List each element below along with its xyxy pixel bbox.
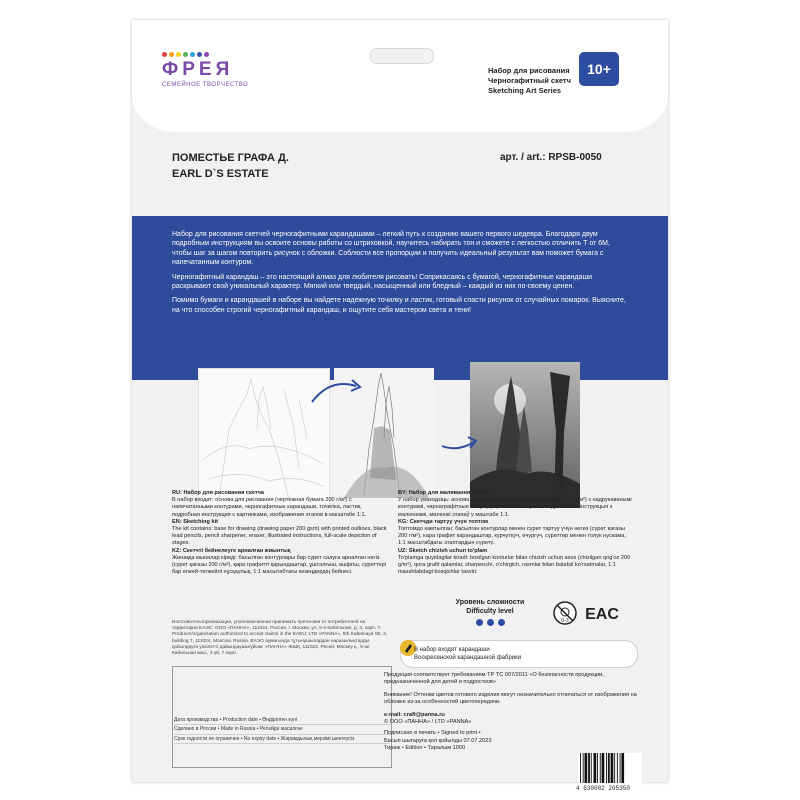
difficulty-label-en: Difficulty level bbox=[466, 608, 514, 615]
difficulty-level bbox=[450, 598, 530, 626]
lang-body-kg: Топтомдо камтылган: басылган контурлар менен сүрөт тартуу үчүн негиз (сүрөт кагазы 200 г/м²), кара графит карандаштар, курчуткуч, өчүргүч, сүрөттөр менен толук нускама, 1:1 масштабдагы этаптардын сүрөтү. bbox=[398, 526, 626, 547]
certification-marks bbox=[552, 600, 618, 626]
barcode-bar bbox=[585, 753, 588, 783]
edition: Тираж • Edition • Таралым 1000 bbox=[384, 745, 466, 752]
logo-dot bbox=[197, 52, 202, 57]
barcode-bar bbox=[591, 753, 592, 783]
lang-heading-kg: KG: Скетчди тартуу үчүн топтом bbox=[398, 518, 489, 525]
barcode-bar bbox=[594, 753, 597, 783]
barcode-bar bbox=[606, 753, 607, 783]
barcode-bar bbox=[588, 753, 590, 783]
age-badge: 10+ bbox=[579, 52, 619, 86]
description-paragraph: Набор для рисования скетчей черногафитными карандашами – легкий путь к созданию вашего первого шедевра. Благодаря двум подробным инструкциям вы освоите основы работы со штриховкой, научитесь набирать тон и сможете с легкостью отличить Т от 6М, чтобы шаг за шагом повторить рисунок с обложки. Соблюсти все пропорции и получить идеальный результат вам поможет бумага с напечатанным контуром. bbox=[172, 231, 610, 267]
description-paragraph: Помимо бумаги и карандашей в наборе вы найдете надежную точилку и ластик, готовый спасти рисунок от случайных помарок. Выясните, на что способен строгий черногафитный карандаш, и ощутите себя мастером света и тени! bbox=[172, 297, 626, 314]
production-date: Дата производства • Production date • Өндірілген күні bbox=[174, 716, 390, 725]
series-line-2: Черногафитный скетч bbox=[488, 76, 571, 85]
color-warning: Внимание! Оттенки цветов готового изделия могут незначительно отличаться от изображения на обложке из-за особенностей цветопередачи. bbox=[384, 691, 637, 706]
arrow-icon bbox=[440, 430, 480, 452]
contact-email: e-mail: craft@panna.ru bbox=[384, 711, 445, 718]
brand-logo bbox=[162, 52, 272, 88]
pencils-note-line-1: В набор входят карандаши bbox=[414, 647, 490, 653]
series-line-3: Sketching Art Series bbox=[488, 86, 562, 95]
series-line-1: Набор для рисования bbox=[488, 66, 570, 75]
difficulty-dot bbox=[498, 619, 505, 626]
logo-dots bbox=[162, 52, 272, 57]
logo-dot bbox=[169, 52, 174, 57]
barcode-bar bbox=[583, 753, 584, 783]
production-lines bbox=[174, 716, 390, 744]
sketch-stage-final bbox=[470, 362, 580, 508]
barcode-bar bbox=[614, 753, 615, 783]
barcode-number: 4 630082 205350 bbox=[576, 785, 631, 792]
logo-dot bbox=[176, 52, 181, 57]
made-in: Сделано в России • Made in Russia • Ресейде жасалған bbox=[174, 725, 390, 734]
pencils-note bbox=[414, 646, 521, 662]
difficulty-dot bbox=[487, 619, 494, 626]
hang-hole bbox=[370, 48, 434, 64]
difficulty-dots bbox=[450, 619, 530, 626]
age-warning-icon bbox=[552, 600, 578, 626]
barcode-bar bbox=[602, 753, 605, 783]
arrow-icon bbox=[310, 376, 364, 406]
difficulty-label-ru: Уровень сложности bbox=[455, 599, 525, 606]
barcode-bar bbox=[600, 753, 601, 783]
lang-body-by: У набор уваходзіць: аснова для малявання (чарцежнай паперы 200 г/м²) з надрукаванымі контурамі, чарнаграфітныя алоўкі, фармаатэйка, гумка, падрабязная інструкцыя з малюнкамі, малюнкі этапаў у маштабе 1:1. bbox=[398, 497, 632, 518]
barcode-bar bbox=[580, 753, 581, 783]
lang-heading-uz: UZ: Sketch chizish uchun to'plam bbox=[398, 547, 488, 554]
package-back bbox=[132, 20, 668, 792]
logo-subtitle: СЕМЕЙНОЕ ТВОРЧЕСТВО bbox=[162, 82, 249, 88]
difficulty-dot bbox=[476, 619, 483, 626]
lang-heading-kz: KZ: Скетчті бейнелеуге арналған жиынтық bbox=[172, 547, 291, 554]
barcode-bar bbox=[597, 753, 598, 783]
manufacturer-info: Изготовитель/организация, уполномоченная принимать претензии от потребителей на территории ЕАЭС: ООО «ПАННА», 111024, Россия, г. Москва, ул. 5-я Кабельная, д. 3, корп. 7. Producer/organization authorized to accept claims in the EAEU: LTD «PANNA», 5th Kabelnaya Str, 3, building 7, 111024, Moscow, Russia. ЕАЭО аумағында тұтынушылардан наразылықтарды қабылдауға уәкілетті дайындаушы/ұйым: «ПАННА» ЖШҚ, 111024, Ресей, Мәскеу қ., 5-ші Кабельная көш., 3 үй, 7 корп. bbox=[172, 620, 388, 657]
logo-text: ФРЕЯ bbox=[162, 59, 234, 80]
compliance-text: Продукция соответствует требованиям ТР ТС 007/2011 «О безопасности продукции, предназначенной для детей и подростков» bbox=[384, 672, 604, 686]
logo-dot bbox=[190, 52, 195, 57]
svg-text:EAC: EAC bbox=[585, 606, 619, 623]
lang-heading-ru: RU: Набор для рисования скетча bbox=[172, 490, 264, 496]
signed-to-print-kz: Басып шығаруға қол қойылды 07.07.2023 bbox=[384, 737, 492, 744]
signed-to-print: Подписано в печать • Signed to print • bbox=[384, 730, 481, 737]
product-title-ru: ПОМЕСТЬЕ ГРАФА Д. bbox=[172, 152, 289, 164]
lang-body-kz: Жинаққа мыналар кіреді: басылған контурлары бар сурет салуға арналған негіз (сурет қағазы 200 г/м²), қара графитті қарындаштар, ұшталғыш, өшіргіш, суреттері бар егжей-тегжейлі нұсқаулық, 1:1 масштабтағы кезеңдердің бейнесі. bbox=[172, 554, 386, 576]
barcode-bar bbox=[617, 753, 618, 783]
copyright: © ООО «ПАННА» / LTD «PANNA» bbox=[384, 719, 472, 726]
barcode-bar bbox=[620, 753, 621, 783]
barcode-icon bbox=[578, 753, 642, 785]
expiry-date: Срок годности не ограничен • No expiry date • Жарамдылық мерзімі шектеусіз bbox=[174, 735, 390, 744]
lang-heading-by: BY: Набор для малявання скетчу bbox=[398, 490, 490, 496]
lang-body-uz: To'plamga quyidagilar kiradi: bosilgan konturlar bilan chizish uchun asos (chizilgan qog'oz 200 g/m²), qora grafit qalamlar, sharpenchi, o'chirgich, rasmlar bilan batafsil ko'rsatmalar, 1:1 masshtabdagi bosqichlar tasviri. bbox=[398, 554, 631, 576]
description-panel bbox=[132, 216, 668, 380]
logo-dot bbox=[162, 52, 167, 57]
lang-heading-en: EN: Sketching kit bbox=[172, 518, 219, 525]
article-number: арт. / art.: RPSB-0050 bbox=[500, 152, 602, 163]
product-title-en: EARL D`S ESTATE bbox=[172, 168, 269, 180]
lang-body-en: The kit contains: base for drawing (drawing paper 200 gsm) with printed outlines, black lead pencils, pencil sharpener, eraser, illustrated instructions, full-scale depiction of stages. bbox=[172, 526, 387, 547]
compliance-info bbox=[384, 672, 644, 753]
logo-dot bbox=[183, 52, 188, 57]
logo-dot bbox=[204, 52, 209, 57]
eac-mark-icon bbox=[586, 600, 618, 626]
barcode-bar bbox=[611, 753, 614, 783]
barcode-bar bbox=[621, 753, 624, 783]
lang-block-right bbox=[398, 490, 632, 576]
description-paragraph: Черногафитный карандаш – это настоящий алмаз для любителя рисовать! Соприкасаясь с бумагой, черногафитные карандаши раскрывают свой уникальный характер. Мягкий или твердый, насыщенный или бледный – каждый из них по-своему ценен. bbox=[172, 273, 592, 291]
svg-text:0-3: 0-3 bbox=[561, 618, 569, 624]
lang-body-ru: В набор входит: основа для рисования (чертежная бумага 200 г/м²) с напечатанными контурами, черногафитные карандаши, точилка, ластик, подробная инструкция с картинками, изображения этапов в масштабе 1:1. bbox=[172, 497, 367, 518]
lang-block-left bbox=[172, 490, 388, 576]
barcode-bar bbox=[608, 753, 610, 783]
pencils-note-line-2: Воскресенской карандашной фабрики bbox=[414, 655, 522, 661]
